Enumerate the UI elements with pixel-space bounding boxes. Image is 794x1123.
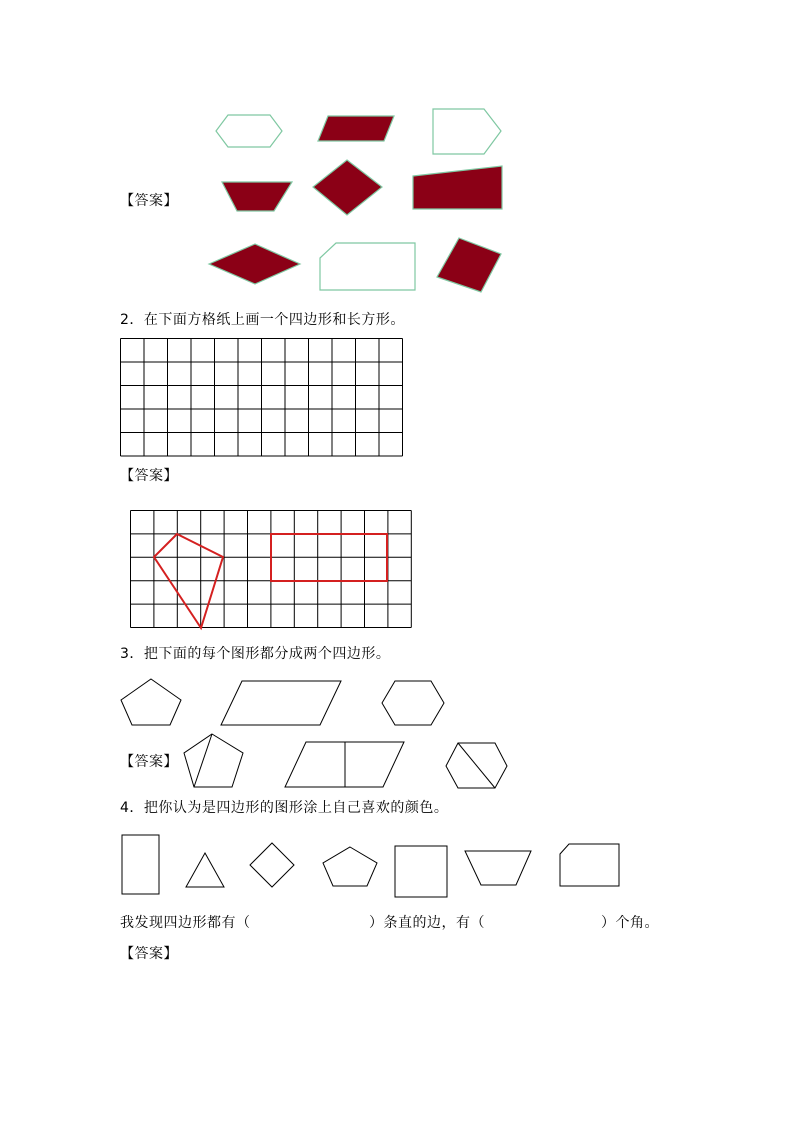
q1-answer-label: 【答案】 [120,193,178,209]
cut-corner-pentagon-shape [560,844,619,886]
q4-fill-blank-part1: 我发现四边形都有（ [120,915,251,931]
blank-sides[interactable] [270,915,366,931]
blank-angles[interactable] [494,915,598,931]
q3-answer-label: 【答案】 [120,754,178,770]
q2-prompt: 2．在下面方格纸上画一个四边形和长方形。 [120,312,405,328]
trapezoid-shape [465,851,531,885]
diamond-shape [250,843,294,887]
tall-rectangle-shape [122,835,159,894]
square-shape [395,846,447,897]
triangle-shape [186,853,224,887]
q4-fill-blank-part3: ）个角。 [601,915,659,931]
q2-answer-label: 【答案】 [120,468,178,484]
q4-prompt: 4．把你认为是四边形的图形涂上自己喜欢的颜色。 [120,800,449,816]
pentagon-shape-small [323,847,377,886]
q4-fill-blank-part2: ）条直的边，有（ [369,915,485,931]
q3-prompt: 3．把下面的每个图形都分成两个四边形。 [120,646,391,662]
q4-answer-label: 【答案】 [120,946,178,962]
